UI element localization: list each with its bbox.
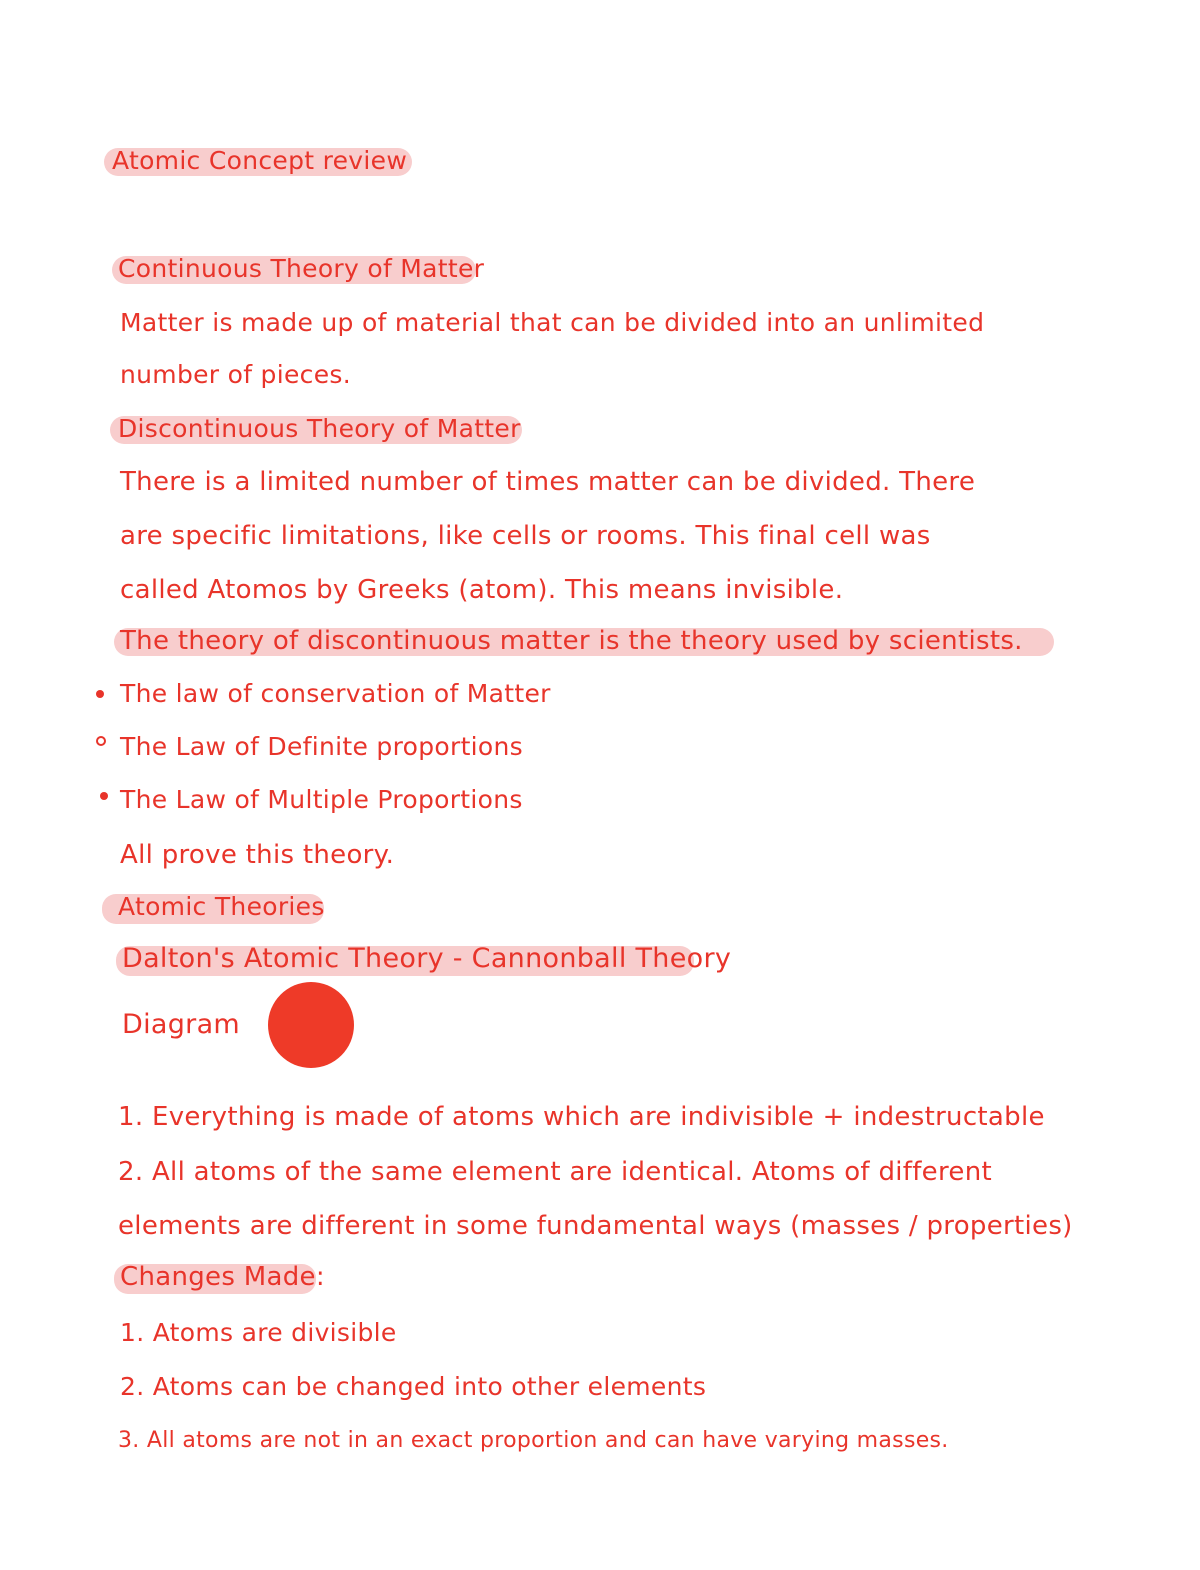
page-title: Atomic Concept review [112,146,408,175]
change-item-2: 2. Atoms can be changed into other elements [120,1372,707,1401]
bullet-dot [100,792,108,800]
discontinuous-line-1: There is a limited number of times matter can be divided. There [120,467,976,497]
atomic-theories-heading: Atomic Theories [118,892,325,921]
law-item-2: The Law of Definite proportions [120,732,523,761]
law-item-3: The Law of Multiple Proportions [120,785,523,814]
discontinuous-heading: Discontinuous Theory of Matter [118,414,521,443]
dalton-point-2: 2. All atoms of the same element are identical. Atoms of different [118,1157,992,1187]
discontinuous-line-3: called Atomos by Greeks (atom). This means invisible. [120,575,844,605]
dalton-heading: Dalton's Atomic Theory - Cannonball Theory [122,943,732,974]
changes-heading: Changes Made: [120,1262,325,1292]
continuous-line-1: Matter is made up of material that can be divided into an unlimited [120,308,985,337]
discontinuous-line-2: are specific limitations, like cells or rooms. This final cell was [120,521,931,551]
change-item-3: 3. All atoms are not in an exact proportion and can have varying masses. [118,1428,949,1453]
bullet-dot [96,736,106,746]
continuous-heading: Continuous Theory of Matter [118,254,485,283]
conclusion-line: All prove this theory. [120,840,395,870]
law-item-1: The law of conservation of Matter [120,679,551,708]
scientists-line: The theory of discontinuous matter is the theory used by scientists. [120,626,1023,656]
change-item-1: 1. Atoms are divisible [120,1318,397,1347]
cannonball-atom-diagram [268,982,354,1068]
diagram-label: Diagram [122,1009,241,1040]
dalton-point-1: 1. Everything is made of atoms which are indivisible + indestructable [118,1102,1045,1132]
dalton-point-2-cont: elements are different in some fundamental ways (masses / properties) [118,1211,1073,1241]
bullet-dot [96,690,104,698]
continuous-line-2: number of pieces. [120,360,351,389]
